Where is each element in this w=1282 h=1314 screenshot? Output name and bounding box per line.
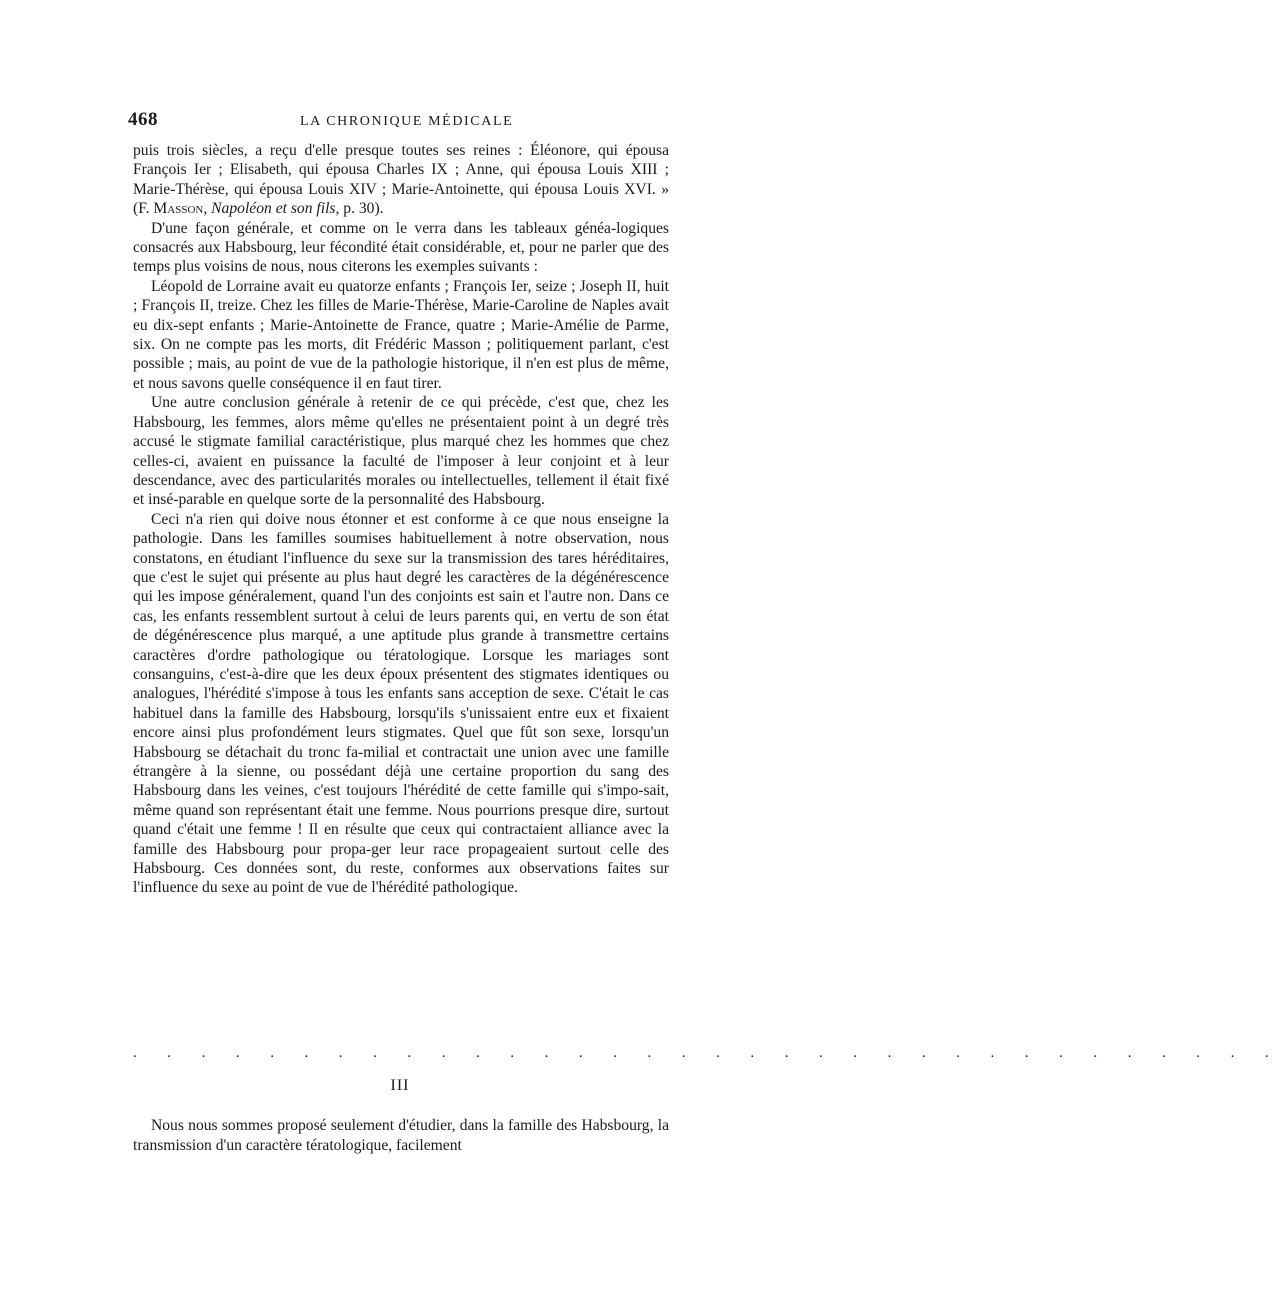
- body-text: [133, 141, 669, 898]
- running-title: LA CHRONIQUE MÉDICALE: [300, 114, 514, 129]
- section-number: III: [390, 1077, 410, 1094]
- citation-separator: ,: [203, 200, 212, 218]
- work-title: Napoléon et son fils: [211, 200, 336, 218]
- section-paragraph: Nous nous sommes proposé seulement d'étudier, dans la famille des Habsbourg, la transmission d'un caractère tératologique, facilement: [133, 1117, 669, 1154]
- citation-page: , p. 30).: [335, 200, 384, 218]
- section-separator-dots: . . . . . . . . . . . . . . . . . . . . . . . . . . . . . . . . . .: [133, 1045, 1282, 1061]
- paragraph-1: [133, 141, 669, 219]
- paragraph-2: D'une façon générale, et comme on le verra dans les tableaux généa-logiques consacrés aux Habsbourg, leur fécondité était considérable, et, pour ne parler que des temps plus voisins de nous, nous citerons les exemples suivants :: [133, 219, 669, 276]
- paragraph-1-text: puis trois siècles, a reçu d'elle presque toutes ses reines : Éléonore, qui épousa François Ier ; Elisabeth, qui épousa Charles IX ; Anne, qui épousa Louis XIII ; Marie-Thérèse, qui épousa Louis XIV ; Marie-Antoinette, qui épousa Louis XVI. » (F.: [133, 142, 669, 218]
- page-number: 468: [128, 109, 158, 130]
- section-text: [133, 1116, 669, 1156]
- paragraph-4: Une autre conclusion générale à retenir de ce qui précède, c'est que, chez les Habsbourg, les femmes, alors même qu'elles ne présentaient point à un degré très accusé le stigmate familial caractéristique, plus marqué chez les hommes que chez celles-ci, avaient en puissance la faculté de l'imposer à leur conjoint et à leur descendance, avec des particularités morales ou intellectuelles, tellement il était fixé et insé-parable en quelque sorte de la personnalité des Habsbourg.: [133, 394, 669, 509]
- paragraph-3: Léopold de Lorraine avait eu quatorze enfants ; François Ier, seize ; Joseph II, huit ; François II, treize. Chez les filles de Marie-Thérèse, Marie-Caroline de Naples avait eu dix-sept enfants ; Marie-Antoinette de France, quatre ; Marie-Amélie de Parme, six. On ne compte pas les morts, dit Frédéric Masson ; politiquement parlant, c'est possible ; mais, au point de vue de la pathologie historique, il n'en est plus de même, et nous savons quelle conséquence il en faut tirer.: [133, 277, 669, 392]
- paragraph-5: Ceci n'a rien qui doive nous étonner et est conforme à ce que nous enseigne la pathologie. Dans les familles soumises habituellement à notre observation, nous constatons, en étudiant l'influence du sexe sur la transmission des tares héréditaires, que c'est le sujet qui présente au plus haut degré les caractères de la dégénérescence qui les impose généralement, quand l'un des conjoints est sain et l'autre non. Dans ce cas, les enfants ressemblent surtout à celui de leurs parents qui, en vertu de son état de dégénérescence plus marqué, a une aptitude plus grande à transmettre certains caractères d'ordre pathologique ou tératologique. Lorsque les mariages sont consanguins, c'est-à-dire que les deux époux présentent des stigmates identiques ou analogues, l'hérédité s'impose à tous les enfants sans acception de sexe. C'était le cas habituel dans la famille des Habsbourg, lorsqu'ils s'unissaient entre eux et fixaient encore ainsi plus profondément leurs stigmates. Quel que fût son sexe, lorsqu'un Habsbourg se détachait du tronc fa-milial et contractait une union avec une famille étrangère à la sienne, ou possédant déjà une certaine proportion du sang des Habsbourg dans les veines, c'est toujours l'hérédité de cette famille qui s'impo-sait, même quand son représentant était une femme. Nous pourrions presque dire, surtout quand c'était une femme ! Il en résulte que ceux qui contractaient alliance avec la famille des Habsbourg pour propa-ger leur race propageaient surtout celle des Habsbourg. Ces données sont, du reste, conformes aux observations faites sur l'influence du sexe au point de vue de l'hérédité pathologique.: [133, 510, 669, 897]
- author-name: Masson: [153, 200, 204, 218]
